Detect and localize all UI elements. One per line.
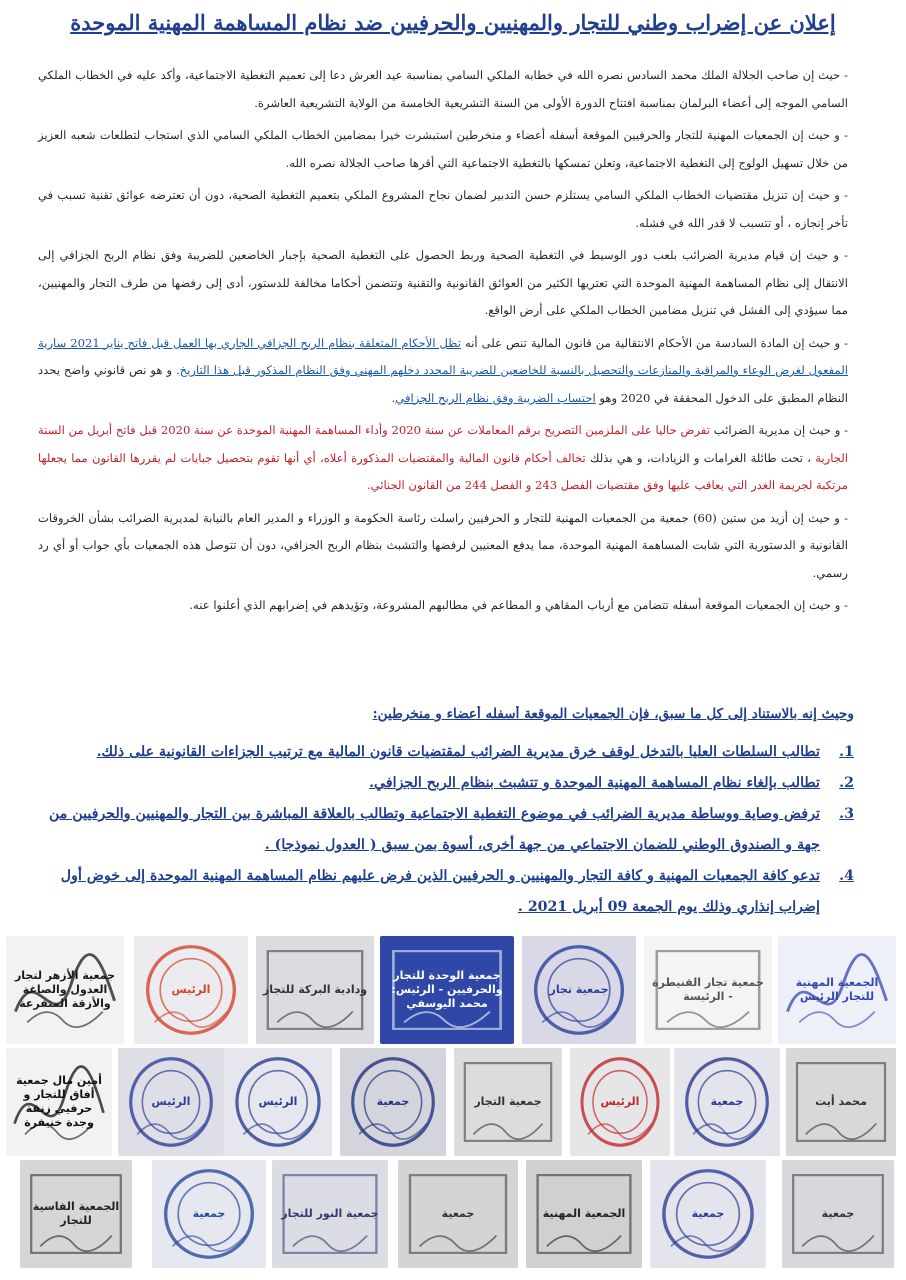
- stamp-text: جمعية تجار: [549, 983, 609, 996]
- signature-stamp: [272, 1160, 388, 1268]
- paragraph-2: - و حيث إن الجمعيات المهنية للتجار والحرفيين الموقعة أسفله أعضاء و منخرطين استبشرت خيرا بمضامين الخطاب الملكي السامي الذي استجاب لتطلعات شعبه العزيز من خلال تسهيل الولوج إلى التغطية الاجتماعية، وتعلن تمسكها بالتغطية الاجتماعية التي أقرها صاحب الجلالة نصره الله.: [38, 128, 848, 170]
- paragraph-4: - و حيث إن قيام مديرية الضرائب بلعب دور الوسيط في التغطية الصحية وربط الحصول على التغطية الصحية بإجبار الخاضعين للضريبة وفق نظام الربح الجزافي إلى الانتقال إلى نظام المساهمة المهنية الموحدة التي تعتريها الكثير من العوائق القانونية والتقنية وتتضمن أحكاما مخالفة للدستور، أدى إلى رفضها من طرف التجار والمهنيين، مما سيؤدي إلى الفشل في تنزيل مضامين الخطاب الملكي على أرض الواقع.: [38, 248, 848, 317]
- stamp-text: جمعية: [710, 1095, 744, 1108]
- stamp-text: الجمعية الفاسية للتجار: [32, 1200, 120, 1227]
- paragraph-7: - و حيث إن أزيد من ستين (60) جمعية من الجمعيات المهنية للتجار و الحرفيين راسلت رئاسة الحكومة و الوزراء و المدير العام بالنيابة لمديرية الضرائب بشأن الخروقات القانونية و الدستورية التي شابت المساهمة المهنية الموحدة، مما يدفع المعنيين لرفضها والتشبث بنظام الربح الجزافي، دون أن تتوصل هذه الجمعيات بأي جواب أو أي رد رسمي.: [38, 510, 848, 580]
- signature-stamp: [522, 936, 636, 1044]
- stamp-text: جمعية: [441, 1207, 475, 1220]
- stamp-text: جمعية: [691, 1207, 725, 1220]
- signature-stamps-grid: [6, 936, 900, 1276]
- signature-stamp: [224, 1048, 332, 1156]
- signature-stamp: [134, 936, 248, 1044]
- demand-number: 1.: [839, 744, 854, 760]
- paragraph-5-quote-link[interactable]: تظل الأحكام المتعلقة بنظام الربح الجزافي الجاري بها العمل قبل فاتح يناير 2021 سارية المفعول لغرض الوعاء والمراقبة والمنازعات والتحصيل بالنسبة للخاضعين للضريبة المحدد دخلهم المهني وفق النظام المذكور قبل هذا التاريخ: [38, 335, 848, 377]
- paragraph-8: - و حيث إن الجمعيات الموقعة أسفله تتضامن مع أرباب المقاهي و المطاعم في مطالبهم المشروعة، وتؤيدهم في إضرابهم الذي أعلنوا عنه.: [189, 598, 848, 612]
- signature-stamp: [526, 1160, 642, 1268]
- signature-stamp: [256, 936, 374, 1044]
- stamp-text: الرئيس: [151, 1095, 191, 1108]
- demand-text: تطالب السلطات العليا بالتدخل لوقف خرق مديرية الضرائب لمقتضيات قانون المالية مع ترتيب الجزاءات القانونية على ذلك.: [96, 744, 820, 760]
- signature-stamp: [398, 1160, 518, 1268]
- signature-stamp: [118, 1048, 224, 1156]
- paragraph-1: - حيث إن صاحب الجلالة الملك محمد السادس نصره الله في خطابه الملكي السامي بمناسبة عيد العرش دعا إلى تعميم التغطية الاجتماعية، وأكد عليه في الخطاب الملكي السامي الموجه إلى أعضاء البرلمان بمناسبة افتتاح الدورة الأولى من السنة التشريعية الخامسة من الولاية التشريعية العاشرة.: [38, 68, 848, 110]
- stamp-text: الجمعية المهنية: [542, 1207, 626, 1220]
- signature-stamp: [6, 1048, 112, 1156]
- demand-text: ترفض وصاية ووساطة مديرية الضرائب في موضوع التغطية الاجتماعية وتطالب بالعلاقة المباشرة بين التجار والمهنيين والحرفيين من جهة و الصندوق الوطني للضمان الاجتماعي من جهة أخرى، أسوة بمن سبق ( العدول نموذجا) .: [49, 806, 820, 853]
- demand-text: تدعو كافة الجمعيات المهنية و كافة التجار والمهنيين و الحرفيين الذين فرض عليهم نظام المساهمة المهنية الموحدة إلى خوض أول إضراب إنذاري وذلك يوم الجمعة 09 أبريل 2021 .: [60, 868, 820, 915]
- paragraph-5: [38, 330, 848, 413]
- stamp-text: جمعية التجار: [474, 1095, 542, 1108]
- signature-stamp: [644, 936, 772, 1044]
- stamp-text: جمعية: [192, 1207, 226, 1220]
- signature-stamp: [782, 1160, 894, 1268]
- signature-stamp: [570, 1048, 670, 1156]
- signature-stamp: [6, 936, 124, 1044]
- demand-number: 2.: [839, 775, 854, 791]
- paragraph-6-text-a: - و حيث إن مديرية الضرائب: [709, 423, 849, 437]
- stamp-text: الرئيس: [171, 983, 211, 996]
- paragraph-6-red-highlight-2: تخالف أحكام قانون المالية والمقتضيات المذكورة أعلاه، أي أنها تقوم بتحصيل جبايات لم يقررها القانون مما يجعلها مرتكبة لجريمة الغدر التي يعاقب عليها وفق مقتضيات الفصل 243 و الفصل 244 من القانون الجنائي.: [38, 450, 848, 492]
- signature-stamp: [20, 1160, 132, 1268]
- demand-item: [40, 737, 854, 768]
- paragraph-6: [38, 417, 848, 500]
- stamp-text: جمعية: [376, 1095, 410, 1108]
- demands-list: [40, 737, 854, 923]
- paragraph-5-text-a: - و حيث إن المادة السادسة من الأحكام الانتقالية من قانون المالية تنص على أنه: [461, 335, 848, 350]
- stamp-text: الجمعية المهنية للتجار الرئيس: [795, 976, 879, 1003]
- stamp-text: الرئيس: [258, 1095, 298, 1108]
- demand-item: [40, 768, 854, 799]
- conclusion-heading: وحيث إنه بالاستناد إلى كل ما سبق، فإن الجمعيات الموقعة أسفله أعضاء و منخرطين:: [372, 706, 854, 722]
- paragraph-6-text-b: ، تحت طائلة الغرامات و الزيادات، و هي بذلك: [585, 450, 816, 465]
- signature-stamp: [786, 1048, 896, 1156]
- demand-text: تطالب بإلغاء نظام المساهمة المهنية الموحدة و تتشبث بنظام الربح الجزافي.: [369, 775, 820, 791]
- stamp-text: جمعية النور للتجار: [281, 1207, 379, 1220]
- demand-number: 3.: [839, 806, 854, 822]
- signature-stamp: [454, 1048, 562, 1156]
- paragraph-6-red-highlight-1: تفرض حاليا على الملزمين التصريح برقم المعاملات عن سنة 2020 وأداء المساهمة المهنية الموحدة عن سنة 2020 قبل فاتح أبريل من السنة الجارية: [38, 423, 848, 465]
- demand-item: [40, 861, 854, 923]
- stamp-text: جمعية تجار القنيطرة - الرئيسة: [652, 976, 764, 1003]
- paragraph-5-text-c: .: [391, 390, 396, 405]
- signature-stamp: [340, 1048, 446, 1156]
- paragraph-5-flat-rate-link[interactable]: احتساب الضريبة وفق نظام الربح الجزافي: [395, 390, 596, 405]
- stamp-text: محمد أيت: [815, 1095, 867, 1108]
- demand-item: [40, 799, 854, 861]
- signature-stamp: [674, 1048, 780, 1156]
- signature-stamp: [778, 936, 896, 1044]
- signature-stamp: [650, 1160, 766, 1268]
- stamp-text: أمين مال جمعية أفاق للتجار و حرفيي زنقة وجدة خنيفرة: [16, 1074, 102, 1129]
- demand-number: 4.: [839, 868, 854, 884]
- stamp-text: جمعية الوحدة للتجار والحرفيين - الرئيس: محمد اليوسفي: [391, 969, 503, 1010]
- stamp-text: جمعية: [821, 1207, 855, 1220]
- signature-stamp: [152, 1160, 266, 1268]
- stamp-text: جمعية الأزهر لتجار العدول والصاغة والأزقة المتفرعة: [14, 969, 116, 1010]
- page-title: إعلان عن إضراب وطني للتجار والمهنيين والحرفيين ضد نظام المساهمة المهنية الموحدة: [70, 10, 836, 35]
- paragraph-3: - و حيث إن تنزيل مقتضيات الخطاب الملكي السامي يستلزم حسن التدبير لضمان نجاح المشروع الملكي بتعميم التغطية الصحية، دون أن تعترضه عوائق تقنية تسبب في تأخر إنجازه ، أو تتسبب لا قدر الله في فشله.: [38, 188, 848, 230]
- paragraph-5-text-b: . و هو نص قانوني واضح يحدد النظام المطبق على الدخول المحققة في 2020 وهو: [38, 363, 848, 405]
- stamp-text: الرئيس: [600, 1095, 640, 1108]
- document-body: [38, 62, 848, 625]
- stamp-text: ودادية البركة للتجار: [262, 983, 368, 996]
- signature-stamp: [380, 936, 514, 1044]
